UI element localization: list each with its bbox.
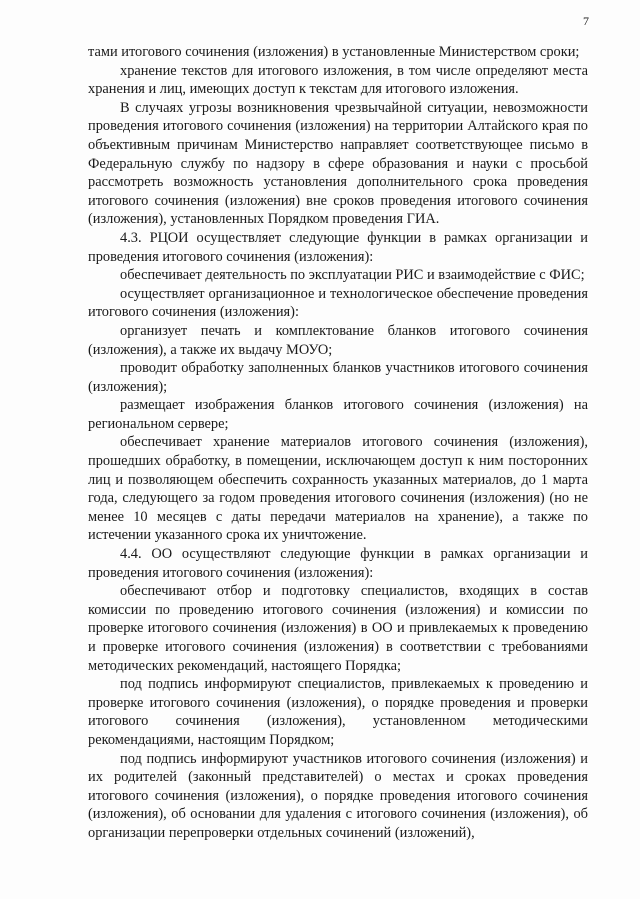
paragraph: организует печать и комплектование бланков итогового сочинения (изложения), а также их выдачу МОУО; [88,322,588,358]
paragraph: размещает изображения бланков итогового сочинения (изложения) на региональном сервере; [88,397,588,432]
paragraph: В случаях угрозы возникновения чрезвычайной ситуации, невозможности проведения итогового сочинения (изложения) на территории Алтайского края по объективным причинам Министерство направляет соответствующее письмо в Федеральную службу по надзору в сфере образования и науки с просьбой рассмотреть возможность установления дополнительного срока проведения итогового сочинения (изложения) вне сроков проведения итогового сочинения (изложения), установленных Порядком проведения ГИА. [88,99,588,228]
paragraph: осуществляет организационное и технологическое обеспечение проведения итогового сочинения (изложения): [88,285,588,321]
paragraph: под подпись информируют специалистов, привлекаемых к проведению и проверке итогового сочинения (изложения), о порядке проведения и проверки итогового сочинения (изложения), установленном методическими рекомендациями, настоящим Порядком; [88,676,588,748]
paragraph: под подпись информируют участников итогового сочинения (изложения) и их родителей (законный представителей) о местах и сроках проведения итогового сочинения (изложения), о порядке проведения итогового сочинения (изложения), об основании для удаления с итогового сочинения (изложения), об организации перепроверки отдельных сочинений (изложений), [88,750,588,841]
body-text [88,43,588,843]
page-number: 7 [583,14,589,28]
paragraph: обеспечивают отбор и подготовку специалистов, входящих в состав комиссии по проведению итогового сочинения (изложения) и комиссии по проверке итогового сочинения (изложения) в ОО и привлекаемых к проведению и проверке итогового сочинения (изложения) в соответствии с требованиями методических рекомендаций, настоящего Порядка; [88,583,588,674]
paragraph: обеспечивает хранение материалов итогового сочинения (изложения), прошедших обработку, в помещении, исключающем доступ к ним посторонних лиц и позволяющем обеспечить сохранность указанных материалов, до 1 марта года, следующего за годом проведения итогового сочинения (изложения) (но не менее 10 месяцев с даты передачи материалов на хранение), а также по истечении указанного срока их уничтожение. [88,434,588,544]
paragraph: тами итогового сочинения (изложения) в установленные Министерством сроки; [88,44,580,60]
paragraph: проводит обработку заполненных бланков участников итогового сочинения (изложения); [88,360,588,395]
paragraph: хранение текстов для итогового изложения, в том числе определяют места хранения и лиц, имеющих доступ к текстам для итогового изложения. [88,62,588,98]
paragraph: 4.4. ОО осуществляют следующие функции в рамках организации и проведения итогового сочинения (изложения): [88,546,588,581]
paragraph: обеспечивает деятельность по эксплуатации РИС и взаимодействие с ФИС; [120,267,585,284]
paragraph: 4.3. РЦОИ осуществляет следующие функции в рамках организации и проведения итогового сочинения (изложения): [88,229,588,265]
